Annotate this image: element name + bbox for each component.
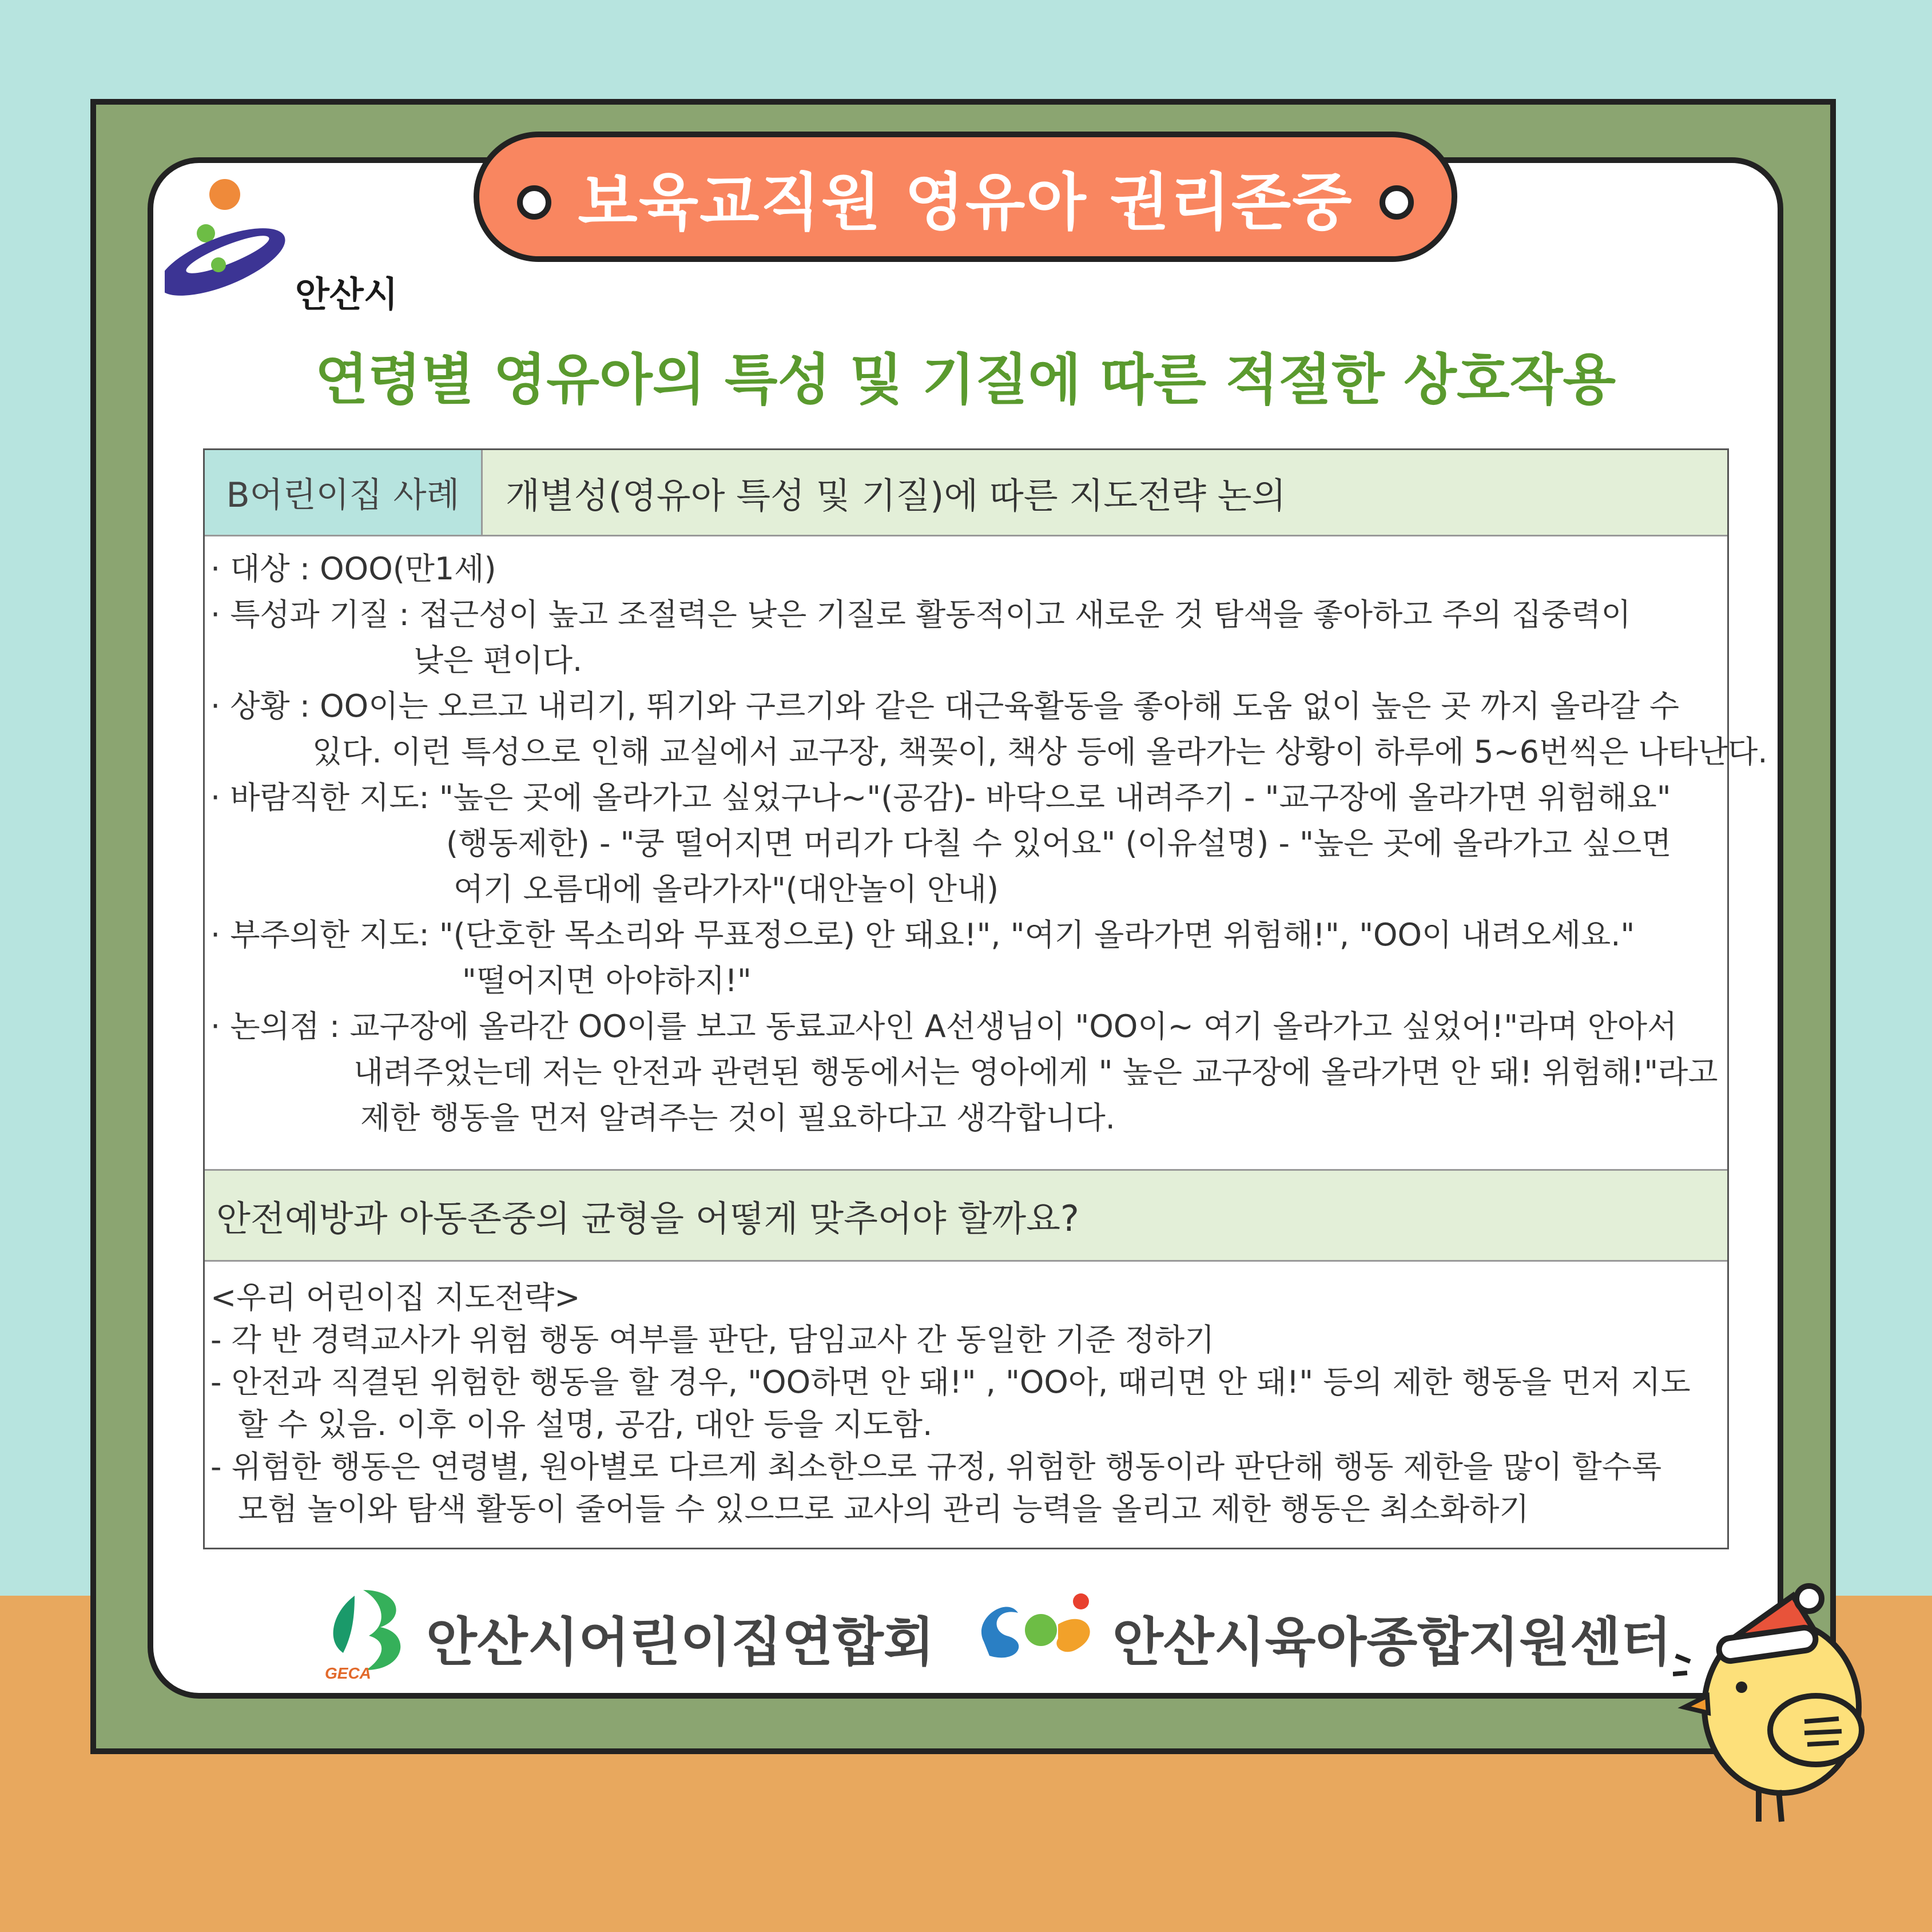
- case-label-cell: B어린이집 사례: [205, 450, 483, 535]
- banner-dot-left-icon: [517, 185, 551, 220]
- strategy-item-2: - 안전과 직결된 위험한 행동을 할 경우, "OO하면 안 돼!" , "OO아, 때리면 안 돼!" 등의 제한 행동을 먼저 지도: [210, 1364, 1691, 1400]
- topic-cell: 개별성(영유아 특성 및 기질)에 따른 지도전략 논의: [483, 450, 1727, 535]
- case-line-target: · 대상 : OOO(만1세): [210, 551, 496, 587]
- strategy-heading: <우리 어린이집 지도전략>: [210, 1279, 581, 1315]
- question-row: 안전예방과 아동존중의 균형을 어떻게 맞추어야 할까요?: [205, 1169, 1727, 1262]
- case-line-situation-cont: 있다. 이런 특성으로 인해 교실에서 교구장, 책꽂이, 책상 등에 올라가는 상황이 하루에 5~6번씩은 나타난다.: [312, 734, 1768, 770]
- case-line-temperament-cont: 낮은 편이다.: [414, 642, 583, 678]
- chick-mascot-icon: [1673, 1576, 1885, 1827]
- case-line-desirable-cont2: 여기 오름대에 올라가자"(대안놀이 안내): [454, 871, 999, 907]
- footer-org1-name: 안산시어린이집연합회: [426, 1612, 935, 1673]
- case-line-discussion-cont1: 내려주었는데 저는 안전과 관련된 행동에서는 영아에게 " 높은 교구장에 올라가면 안 돼! 위험해!"라고: [353, 1054, 1718, 1090]
- geca-logo-icon: [320, 1579, 418, 1681]
- case-line-careless: · 부주의한 지도: "(단호한 목소리와 무표정으로) 안 돼요!", "여기 올라가면 위험해!", "OO이 내려오세요.": [210, 917, 1635, 953]
- subtitle: 연령별 영유아의 특성 및 기질에 따른 적절한 상호작용: [315, 348, 1616, 412]
- strategy-item-3-cont: 모험 놀이와 탐색 활동이 줄어들 수 있으므로 교사의 관리 능력을 올리고 제한 행동은 최소화하기: [238, 1491, 1529, 1527]
- strategy-item-2-cont: 할 수 있음. 이후 이유 설명, 공감, 대안 등을 지도함.: [238, 1406, 933, 1442]
- table-header-row: [205, 450, 1727, 536]
- case-line-situation: · 상황 : OO이는 오르고 내리기, 뛰기와 구르기와 같은 대근육활동을 좋아해 도움 없이 높은 곳 까지 올라갈 수: [210, 688, 1680, 724]
- banner-dot-right-icon: [1380, 185, 1414, 220]
- case-line-discussion: · 논의점 : 교구장에 올라간 OO이를 보고 동료교사인 A선생님이 "OO이~ 여기 올라가고 싶었어!"라며 안아서: [210, 1008, 1677, 1044]
- footer-org2-name: 안산시육아종합지원센터: [1112, 1612, 1672, 1673]
- ansan-city-logo-text: 안산시: [295, 273, 398, 315]
- title-banner: [474, 132, 1457, 262]
- childcare-center-logo-icon: [972, 1584, 1104, 1664]
- case-line-careless-cont: "떨어지면 아야하지!": [462, 963, 752, 999]
- ansan-city-logo: [165, 174, 428, 317]
- case-table: [203, 448, 1768, 1549]
- ansan-city-logo-icon: [165, 174, 313, 317]
- case-line-temperament: · 특성과 기질 : 접근성이 높고 조절력은 낮은 기질로 활동적이고 새로운 것 탐색을 좋아하고 주의 집중력이: [210, 597, 1631, 633]
- case-line-desirable-cont1: (행동제한) - "쿵 떨어지면 머리가 다칠 수 있어요" (이유설명) - "높은 곳에 올라가고 싶으면: [446, 825, 1672, 861]
- case-line-discussion-cont2: 제한 행동을 먼저 알려주는 것이 필요하다고 생각합니다.: [360, 1100, 1115, 1136]
- svg-text:GECA: GECA: [325, 1664, 371, 1681]
- strategy-item-1: - 각 반 경력교사가 위험 행동 여부를 판단, 담임교사 간 동일한 기준 정하기: [210, 1322, 1215, 1358]
- page-title: 보육교직원 영유아 권리존중: [578, 166, 1353, 238]
- case-line-desirable: · 바람직한 지도: "높은 곳에 올라가고 싶었구나~"(공감)- 바닥으로 내려주기 - "교구장에 올라가면 위험해요": [210, 780, 1671, 816]
- strategy-item-3: - 위험한 행동은 연령별, 원아별로 다르게 최소한으로 규정, 위험한 행동이라 판단해 행동 제한을 많이 할수록: [210, 1449, 1662, 1485]
